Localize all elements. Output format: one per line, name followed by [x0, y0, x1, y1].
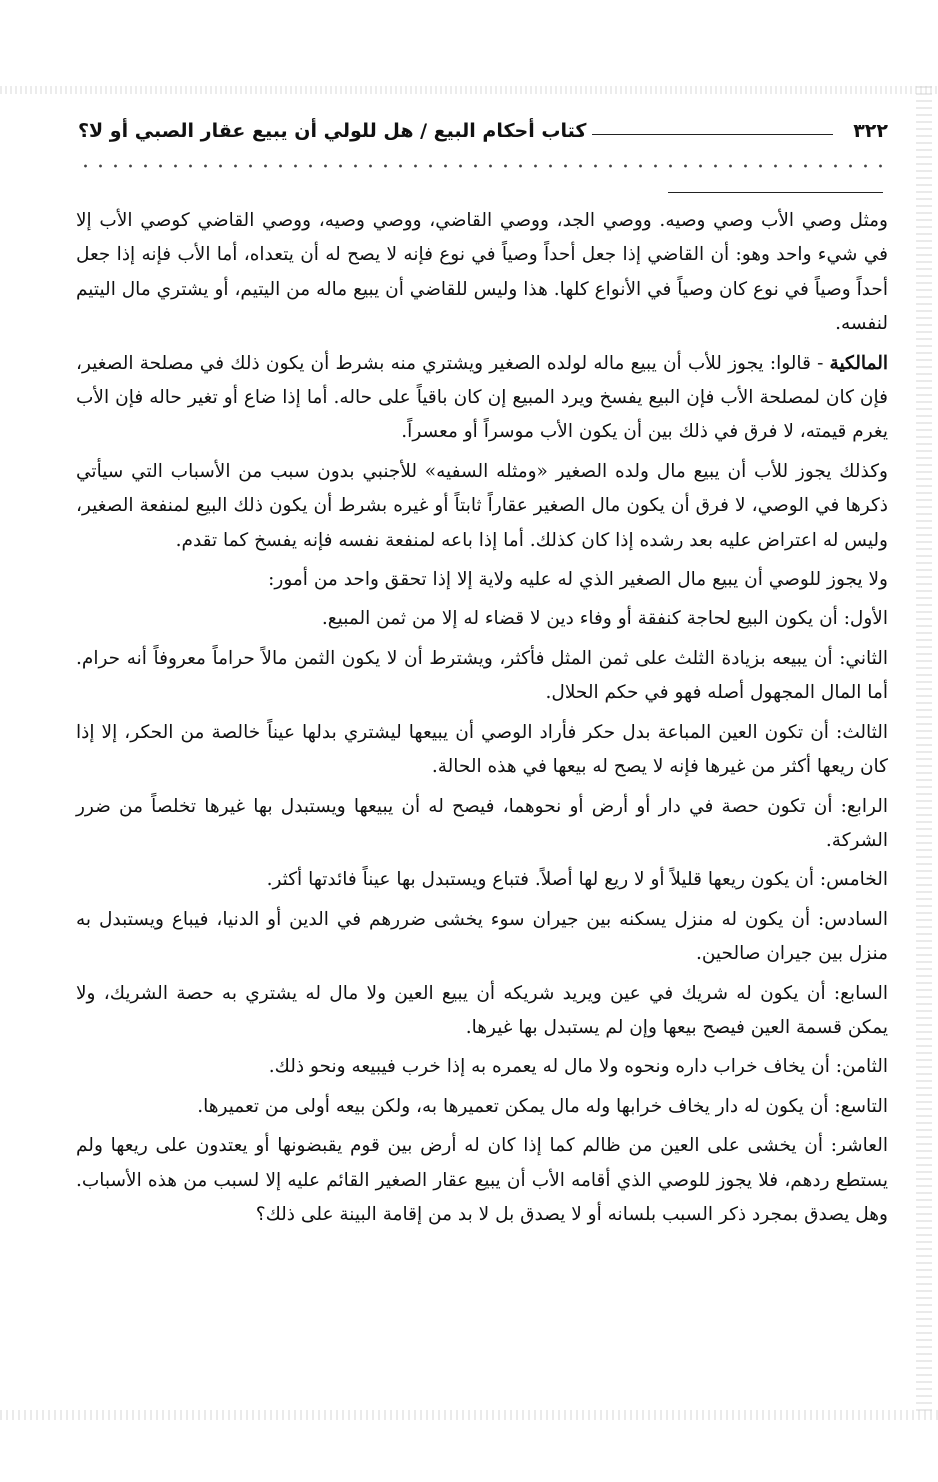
paragraph-9 [76, 863, 888, 897]
paragraph-3 [76, 455, 888, 558]
body-text [76, 204, 888, 1237]
paragraph-4-text: ولا يجوز للوصي أن يبيع مال الصغير الذي له عليه ولاية إلا إذا تحقق واحد من أمور: [268, 569, 888, 591]
paragraph-9-text: الخامس: أن يكون ريعها قليلاً أو لا ريع لها أصلاً. فتباع ويستبدل بها عيناً فائدتها أكثر. [266, 869, 888, 891]
paragraph-10 [76, 903, 888, 972]
paragraph-10-text: السادس: أن يكون له منزل يسكنه بين جيران سوء يخشى ضررهم في الدين أو الدنيا، فيباع ويستبدل به منزل بين جيران صالحين. [76, 908, 888, 965]
page-number: ٣٢٢ [853, 120, 888, 142]
page-header [78, 120, 888, 156]
scan-edge-bottom [0, 1410, 938, 1420]
paragraph-2-lead: المالكية [829, 352, 888, 374]
paragraph-8-text: الرابع: أن تكون حصة في دار أو أرض أو نحوهما، فيصح له أن يبيعها ويستبدل بها غيرها تخلصاً من ضرر الشركة. [76, 795, 888, 851]
paragraph-8 [76, 790, 888, 859]
paragraph-7 [76, 716, 888, 785]
paragraph-5 [76, 602, 888, 636]
paragraph-7-text: الثالث: أن تكون العين المباعة بدل حكر فأراد الوصي أن يبيعها ليشتري بدلها عيناً خالصة من الحكر، إلا إذا كان ريعها أكثر من غيرها فإنه لا يصح له بيعها في هذه الحالة. [76, 721, 888, 778]
scan-edge-right [916, 86, 932, 1416]
paragraph-3-text: وكذلك يجوز للأب أن يبيع مال ولده الصغير «ومثله السفيه» للأجنبي بدون سبب من الأسباب التي سيأتي ذكرها في الوصي، لا فرق أن يكون مال الصغير عقاراً ثابتاً أو غيره بشرط أن يكون ذلك البيع لمنفعة الصغير، وليس له اعتراض عليه بعد رشده إذا كان كذلك. أما إذا باعه لمنفعة نفسه فإنه يفسخ كما تقدم. [76, 460, 888, 551]
paragraph-4 [76, 563, 888, 597]
paragraph-14-text: العاشر: أن يخشى على العين من ظالم كما إذا كان له أرض بين قوم يقبضونها أو يعتدون على ريعها ولم يستطع ردهم، فلا يجوز للوصي الذي أقامه الأب أن يبيع عقار الصغير القائم عليه إلا لسبب من هذه الأسباب. وهل يصدق بمجرد ذكر السبب بلسانه أو لا يصدق بل لا بد من إقامة البينة على ذلك؟ [76, 1135, 888, 1225]
paragraph-13-text: التاسع: أن يكون له دار يخاف خرابها وله مال يمكن تعميرها به، ولكن بيعه أولى من تعميرها. [197, 1095, 888, 1117]
paragraph-12-text: الثامن: أن يخاف خراب داره ونحوه ولا مال له يعمره به إذا خرب فيبيعه ونحو ذلك. [268, 1056, 888, 1078]
header-dotted-rule [78, 162, 888, 170]
paragraph-13 [76, 1090, 888, 1124]
footnote-rule [668, 192, 883, 193]
running-title: كتاب أحكام البيع / هل للولي أن يبيع عقار الصبي أو لا؟ [78, 120, 587, 142]
paragraph-14 [76, 1129, 888, 1232]
scan-edge-top [0, 86, 938, 94]
paragraph-1 [76, 204, 888, 342]
paragraph-2-text: - قالوا: يجوز للأب أن يبيع ماله لولده الصغير ويشتري منه بشرط أن يكون ذلك في مصلحة الصغير، فإن كان لمصلحة الأب فإن البيع يفسخ ويرد المبيع إن كان باقياً على حاله. أما إذا ضاع أو تغير حاله فإن الأب يغرم قيمته، لا فرق في ذلك بين أن يكون الأب موسراً أو معسراً. [76, 352, 888, 443]
paragraph-6 [76, 642, 888, 711]
paragraph-5-text: الأول: أن يكون البيع لحاجة كنفقة أو وفاء دين لا قضاء له إلا من ثمن المبيع. [321, 608, 888, 630]
paragraph-11-text: السابع: أن يكون له شريك في عين ويريد شريكه أن يبيع العين ولا مال له يشتري به حصة الشريك، ولا يمكن قسمة العين فيصح بيعها وإن لم يستبدل بها غيرها. [76, 982, 888, 1038]
paragraph-2 [76, 347, 888, 450]
paragraph-11 [76, 977, 888, 1046]
paragraph-6-text: الثاني: أن يبيعه بزيادة الثلث على ثمن المثل فأكثر، ويشترط أن لا يكون الثمن مالاً حراماً معروفاً أنه حرام. أما المال المجهول أصله فهو في حكم الحلال. [76, 647, 888, 704]
paragraph-1-text: ومثل وصي الأب وصي وصيه. ووصي الجد، ووصي القاضي، ووصي وصيه، ووصي القاضي كوصي الأب إلا في شيء واحد وهو: أن القاضي إذا جعل أحداً وصياً في نوع فإنه لا يصح له أن يتعداه، أما الأب فإنه إذا جعل أحداً وصياً في نوع كان وصياً في الأنواع كلها. هذا وليس للقاضي أن يبيع ماله من اليتيم، أو يشتري مال اليتيم لنفسه. [76, 210, 888, 335]
paragraph-12 [76, 1050, 888, 1084]
header-rule [592, 120, 833, 135]
